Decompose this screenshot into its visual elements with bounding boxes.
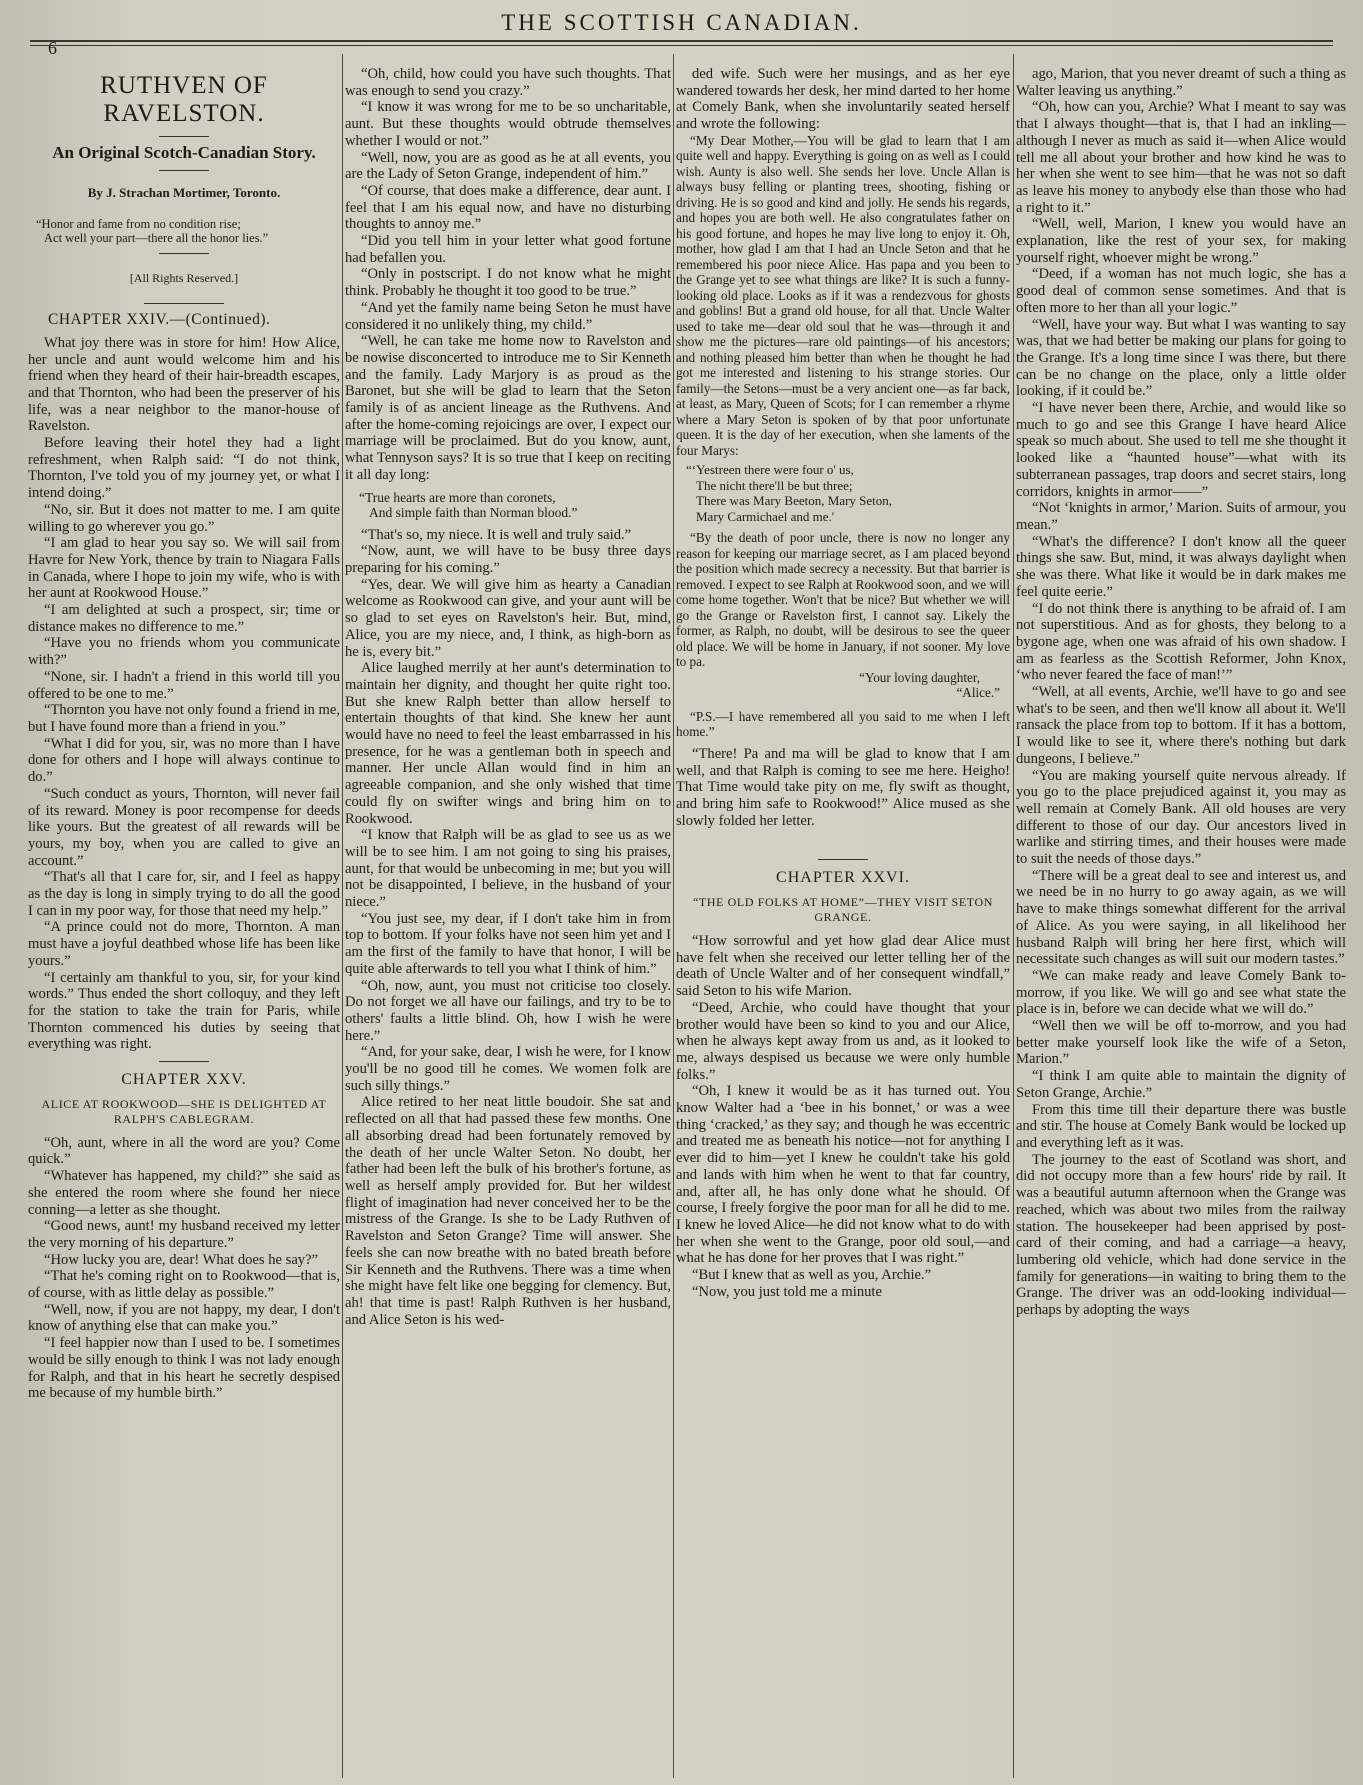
paragraph: “Now, aunt, we will have to be busy three days preparing for his coming.” [345,543,671,576]
paragraph: “Oh, how can you, Archie? What I meant to say was that I always thought—that is, that I had an inkling—although I never as much as said it—when Alice would tell me all about your brother and how kind he was to her when she went to see him—that he was not so daft as leave his money to anybody else than those who had a right to it.” [1016,99,1346,216]
column-1 [28,66,340,1778]
paragraph: “That's so, my niece. It is well and truly said.” [361,526,632,543]
paragraph: “Only in postscript. I do not know what he might think. Probably he thought it too good to be true.” [345,266,671,300]
chapter-heading: CHAPTER XXVI. [776,869,910,887]
paragraph: “Well, have your way. But what I was wanting to say was, that we had better be making our plans for going to the Grange. It's a long time since I was there, but there can be no change on the place, only a little older looking, if it could be.” [1016,316,1346,400]
poem-line: There was Mary Beeton, Mary Seton, [696,493,893,509]
paragraph: What joy there was in store for him! How Alice, her uncle and aunt would welcome him and his friend when they heard of their hair-breadth escapes, and that Thornton, who had been the preserver of his life, was a near neighbor to the manor-house of Ravelston. [28,334,340,435]
paragraph: “I have never been there, Archie, and would like so much to go and see this Grange I have heard Alice speak so much about. She used to tell me she thought it looked like a “haunted house”—what with its subterranean passages, trap doors and secret stairs, long corridors, knights in armor——” [1016,400,1346,500]
paragraph: “Yes, dear. We will give him as hearty a Canadian welcome as Rookwood can give, and your aunt will be so glad to set eyes on Ravelston's heir. But, mind, Alice, you are my niece, and, I think, as high-born as he is, every bit.” [345,576,671,660]
paragraph: “I do not think there is anything to be afraid of. I am not superstitious. And as for ghosts, they belong to a bygone age, when one was afraid of his own shadow. I am as fearless as the Scottish Reformer, John Knox, ‘who never feared the face of man!’” [1016,600,1346,684]
motto-line: “Honor and fame from no condition rise; [36,217,241,232]
paragraph: “Did you tell him in your letter what good fortune had befallen you. [345,233,671,266]
divider [818,859,868,860]
paragraph: “We can make ready and leave Comely Bank to-morrow, if you like. We will go and see what state the place is in, before we can decide what we will do.” [1016,967,1346,1018]
paragraph: “I feel happier now than I used to be. I sometimes would be silly enough to think I was not lady enough for Ralph, and that in his heart he secretly despised me because of my humble birth.” [28,1335,340,1402]
page-number: 6 [48,38,57,58]
paragraph: “Good news, aunt! my husband received my letter the very morning of his departure.” [28,1218,340,1251]
column-4 [1016,66,1346,1778]
poem-line: Mary Carmichael and me.' [696,508,835,524]
paragraph: “Have you no friends whom you communicate with?” [28,635,340,669]
paragraph: “Well, now, you are as good as he at all events, you are the Lady of Seton Grange, independent of him.” [345,149,671,183]
verse-line: “True hearts are more than coronets, [359,489,556,505]
divider [159,136,209,137]
paragraph: “I know that Ralph will be as glad to see us as we will be to see him. I am not going to sing his praises, aunt, for that would be unbecoming in me; but you will not be disappointed, I believe, in the husband of your niece.” [345,827,671,911]
column-3 [676,66,1010,1778]
verse-line: And simple faith than Norman blood.” [369,505,578,521]
masthead-rule [30,40,1333,42]
paragraph: “I certainly am thankful to you, sir, for your kind words.” Thus ended the short colloquy, and they left for the station to take the train for Paris, while Thornton commenced his duties by seeing that everything was right. [28,969,340,1053]
paragraph: “How sorrowful and yet how glad dear Alice must have felt when she received our letter telling her of the death of Uncle Walter and of her consequent windfall,” said Seton to his wife Marion. [676,933,1010,1000]
paragraph: The journey to the east of Scotland was short, and did not occupy more than a few hours' ride by rail. It was a beautiful autumn afternoon when the Grange was reached, which was about two miles from the railway station. The housekeeper had been apprised by post-card of their coming, and had a carriage—a heavy, lumbering old vehicle, which had done service in the family for generations—in waiting to bring them to the Grange. The driver was an odd-looking individual—perhaps by adopting the ways [1016,1151,1346,1319]
letter-paragraph: “My Dear Mother,—You will be glad to learn that I am quite well and happy. Everything is going on as well as I could wish. Aunty is also well. She sends her love. Uncle Allan is always busy felling or planting trees, shooting, fishing or driving. He is so good and kind and jolly. He sends his regards, and hopes you are both well. He also congratulates father on his good fortune, and hopes he may live long to enjoy it. Oh, mother, how glad I am that I had an Uncle Seton and that he remembered his poor niece Alice. Has papa and you been to the Grange yet to see what things are like? It is such a funny-looking old place. Looks as if it was a rendezvous for ghosts and goblins! But a grand old house, for all that. Uncle Walter used to take me—dear old soul that he was—through it and show me the pictures—rare old paintings—of his ancestors; and nothing pleased him better than when he thought he had got me interested and listening to his strange stories. Our family—the Setons—must be a very ancient one—as far back, at least, as Mary, Queen of Scots; for I can remember a rhyme where a Mary Seton is spoken of by that poor unfortunate queen. It is the day of her execution, when she laments of the four Marys: [676,132,1010,458]
paragraph: “Well, well, Marion, I knew you would have an explanation, like the rest of your sex, for making yourself right, whoever might be wrong.” [1016,216,1346,266]
paragraph: “And, for your sake, dear, I wish he were, for I know you'll be no good till he comes. We women folk are such silly things.” [345,1044,671,1094]
poem [686,462,1010,524]
paragraph: ago, Marion, that you never dreamt of such a thing as Walter leaving us anything.” [1016,66,1346,99]
paragraph: “No, sir. But it does not matter to me. I am quite willing to go wherever you go.” [28,501,340,535]
chapter-heading: CHAPTER XXIV.—(Continued). [48,311,271,329]
paragraph: “I am glad to hear you say so. We will sail from Havre for New York, thence by train to Niagara Falls in Canada, where I hope to join my wife, who is with her aunt at Rookwood House.” [28,535,340,602]
rights-notice: [All Rights Reserved.] [129,271,239,286]
letter-signature: “Alice.” [956,685,1000,701]
masthead [0,4,1363,58]
paragraph: “I know it was wrong for me to be so uncharitable, aunt. But these thoughts would obtrude themselves whether I would or not.” [345,99,671,149]
paragraph: “Well then we will be off to-morrow, and you had better make yourself look like the wife of a Seton, Marion.” [1016,1018,1346,1068]
paragraph: “Such conduct as yours, Thornton, will never fail of its reward. Money is poor recompense for deeds like yours. But the greatest of all rewards will be yours, my boy, when you are called to give an account.” [28,785,340,869]
column-rule [673,54,674,1778]
paragraph: “You are making yourself quite nervous already. If you go to the place prejudiced against it, you may as well remain at Comely Bank. All old houses are very different to those of our day. Our ancestors lived in warlike and stirring times, and their houses were made to suit the needs of those days.” [1016,767,1346,868]
paragraph: “Now, you just told me a minute [692,1283,882,1300]
paragraph: “Of course, that does make a difference, dear aunt. I feel that I am his equal now, and have no disturbing thoughts to annoy me.” [345,182,671,233]
verse-quote [359,490,671,521]
paragraph: “You just see, my dear, if I don't take him in from top to bottom. If your folks have not seen him yet and I am the first of the family to have that honor, I will be quite able afterwards to tell you what I think of him.” [345,910,671,977]
paragraph: “I think I am quite able to maintain the dignity of Seton Grange, Archie.” [1016,1068,1346,1101]
paragraph: “A prince could not do more, Thornton. A man must have a joyful deathbed whose life has been like yours.” [28,919,340,969]
paragraph: “Oh, aunt, where in all the word are you? Come quick.” [28,1134,340,1168]
paragraph: From this time till their departure there was bustle and stir. The house at Comely Bank would be locked up and everything left as it was. [1016,1101,1346,1151]
newspaper-title: THE SCOTTISH CANADIAN. [501,10,862,35]
paragraph: “Deed, if a woman has not much logic, she has a good deal of common sense sometimes. And that is often more to her than all your logic.” [1016,266,1346,316]
paragraph: “Whatever has happened, my child?” she said as she entered the room where she found her niece conning—a letter as she thought. [28,1168,340,1218]
masthead-rule-thin [30,45,1333,46]
paragraph: “Oh, child, how could you have such thoughts. That was enough to send you crazy.” [345,66,671,99]
column-2 [345,66,671,1778]
paragraph: “What I did for you, sir, was no more than I have done for others and I hope will always continue to do.” [28,735,340,786]
paragraph: “Oh, now, aunt, you must not criticise too closely. Do not forget we all have our failings, and try to be to others' faults a little blind. Oh, how I wish he were here.” [345,977,671,1044]
paragraph: “I am delighted at such a prospect, sir; time or distance makes no difference to me.” [28,602,340,635]
poem-line: The nicht there'll be but three; [696,477,853,493]
postscript: “P.S.—I have remembered all you said to me when I left home.” [676,708,1010,740]
story-title: RUTHVEN OF RAVELSTON. [100,72,268,127]
paragraph: “Thornton you have not only found a friend in me, but I have found more than a friend in you.” [28,702,340,735]
paragraph: “There will be a great deal to see and interest us, and we need be in no hurry to go away again, as we will have to make things somewhat different for the arrival of Alice. As you were saying, in all likelihood her husband Ralph will bring her here first, which will necessitate such changes as will suit our modern tastes.” [1016,867,1346,968]
paragraph: “There! Pa and ma will be glad to know that I am well, and that Ralph is coming to see me here. Heigho! That Time would take pity on me, fly swift as thought, and bring him safe to Rookwood!” Alice mused as she slowly folded her letter. [676,745,1010,829]
column-rule [1013,54,1014,1778]
motto-line: Act well your part—there all the honor lies.” [44,231,269,246]
divider [159,170,209,171]
divider [159,1061,209,1062]
paragraph: “Well, now, if you are not happy, my dear, I don't know of anything else that can make you.” [28,1301,340,1335]
divider [159,253,209,254]
paragraph: “What's the difference? I don't know all the queer things she saw. But, mind, it was always daylight when she was there. What like it would be in dark makes me feel quite eerie.” [1016,533,1346,600]
divider [144,303,224,304]
paragraph: “Not ‘knights in armor,’ Marion. Suits of armour, you mean.” [1016,500,1346,533]
paragraph: Before leaving their hotel they had a light refreshment, when Ralph said: “I do not think, Thornton, I've told you of my journey yet, or what I intend doing.” [28,435,340,502]
paragraph: “But I knew that as well as you, Archie.” [692,1267,932,1284]
letter-signoff: “Your loving daughter, [859,669,980,685]
paragraph: Alice retired to her neat little boudoir. She sat and reflected on all that had passed these few months. One all absorbing dread had been fortunately removed by the death of her uncle Walter Seton. No doubt, her father had been left the bulk of his brother's fortune, as well as herself amply provided for. But her wildest flight of imagination had never conceived her to be the mistress of the Grange. Is she to be Lady Ruthven of Ravelston and Seton Grange? Time will answer. She feels she can now breathe with no bated breath before Sir Kenneth and the Ruthvens. There was a time when she might have felt like one begging for clemency. But, ah! that time is past! Ralph Ruthven is her husband, and Alice Seton is his wed- [345,1094,671,1328]
paragraph: ded wife. Such were her musings, and as her eye wandered towards her desk, her mind darted to her home at Comely Bank, when she involuntarily seated herself and wrote the following: [676,66,1010,133]
paragraph: “None, sir. I hadn't a friend in this world till you offered to be one to me.” [28,668,340,702]
letter [676,133,1010,740]
paragraph: “Well, at all events, Archie, we'll have to go and see what's to be seen, and then we'll know all about it. We'll ransack the place from top to bottom. If it has a bottom, I would like to see it, where there's nothing but dark dungeons, I believe.” [1016,684,1346,767]
paragraph: “That's all that I care for, sir, and I feel as happy as the day is long in simply trying to do all the good I can in my poor way, for those that need my help.” [28,869,340,919]
paragraph: “That he's coming right on to Rookwood—that is, of course, with as little delay as possible.” [28,1268,340,1302]
chapter-subheading: “THE OLD FOLKS AT HOME”—THEY VISIT SETON GRANGE. [693,895,993,925]
motto [36,217,340,245]
paragraph: “How lucky you are, dear! What does he say?” [44,1251,319,1268]
chapter-heading: CHAPTER XXV. [121,1071,247,1089]
paragraph: “And yet the family name being Seton he must have considered it no unlikely thing, my child.” [345,299,671,333]
poem-line: “‘Yestreen there were four o' us, [686,462,854,478]
story-subtitle: An Original Scotch-Canadian Story. [52,143,316,162]
paragraph: “Well, he can take me home now to Ravelston and be nowise disconcerted to introduce me to Sir Kenneth and the family. Lady Marjory is as proud as the Baronet, but she will be glad to learn that the Seton family is of as ancient lineage as the Ruthvens. And after the home-coming rejoicings are over, I expect our marriage will be proclaimed. But do you know, aunt, what Tennyson says? It is so true that I keep on reciting it all day long: [345,333,671,483]
letter-paragraph: “By the death of poor uncle, there is now no longer any reason for keeping our marriage secret, as I am placed beyond the position which made secrecy a necessity. But that barrier is removed. I expect to see Ralph at Rookwood soon, and we will come home together. Won't that be nice? But whether we will go the Grange or Ravelston first, I cannot say. Likely the former, as Ralph, no doubt, will be desirous to see the queer old place. We will be home in January, if not sooner. My love to pa. [676,530,1010,670]
paragraph: Alice laughed merrily at her aunt's determination to maintain her dignity, and thought her quite right too. But she knew Ralph better than allow herself to entertain thoughts of that kind. She knew her aunt would have no need to feel the least embarrassed in his presence, for he was a gentleman both in speech and manner. Her uncle Allan would find in him an agreeable companion, and she only wished that time could fly on swifter wings and bring him on to Rookwood. [345,660,671,827]
paragraph: “Oh, I knew it would be as it has turned out. You know Walter had a ‘bee in his bonnet,’ or was a wee thing ‘cracked,’ as they say; and though he was eccentric and treated me as beneath his notice—not for anything I ever did to him—yet I knew he couldn't take his gold and lands with him when he went to that far country, and, after all, he has only done what he should. Of course, I freely forgive the poor man for all he did to me. I knew he loved Alice—he did not know what to do with her when she went to the Grange, poor old soul,—and what he has done for her proves that I was right.” [676,1083,1010,1267]
column-rule [342,54,343,1778]
byline: By J. Strachan Mortimer, Toronto. [87,184,281,200]
paragraph: “Deed, Archie, who could have thought that your brother would have been so kind to you and our Alice, when he always kept away from us and, as it looked to me, always despised us because we were only humble folks.” [676,999,1010,1083]
chapter-subheading: ALICE AT ROOKWOOD—SHE IS DELIGHTED AT RALPH'S CABLEGRAM. [41,1096,327,1126]
